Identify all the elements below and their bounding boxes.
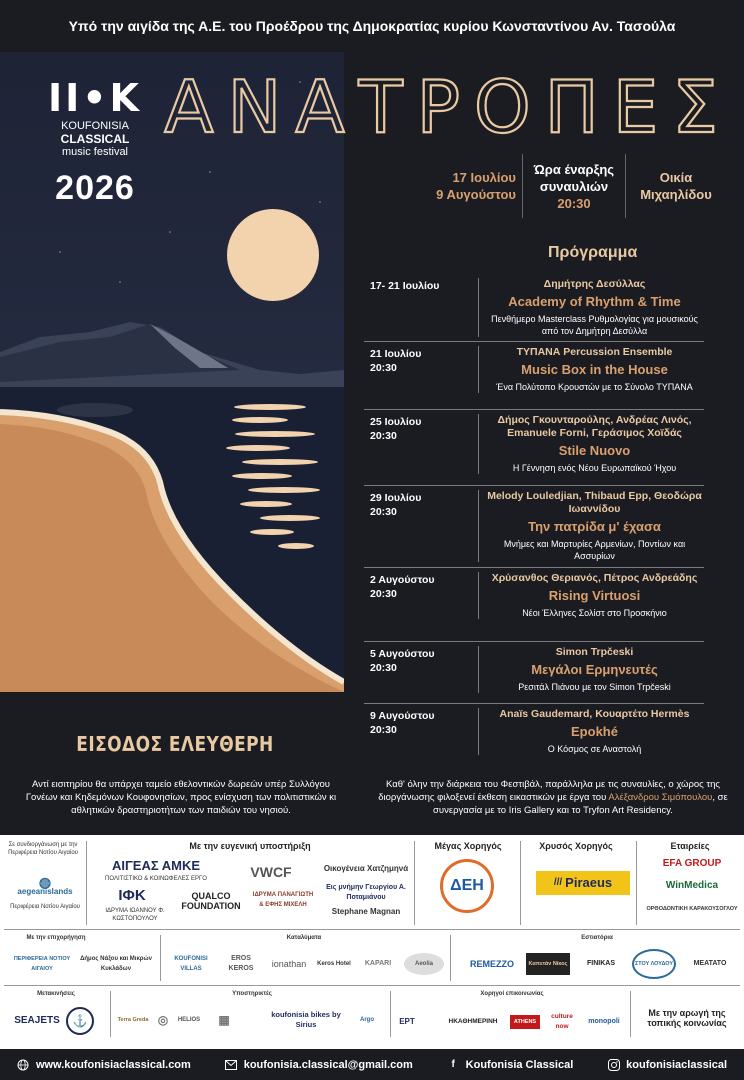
potamianos-logo: Εις μνήμην Γεωργίου Α. Ποταμιάνου [326, 884, 406, 901]
supporters-label: Υποστηρικτές [232, 991, 272, 997]
start-time-block [522, 154, 626, 218]
aegeanislands-logo: ◍ aegeanislands [17, 874, 73, 896]
event-date: 17- 21 Ιουλίου [370, 280, 440, 292]
instagram-icon [607, 1058, 620, 1071]
program-event [364, 410, 704, 486]
program-event [364, 642, 704, 704]
artist-name: Αλέξανδρου Σιμόπουλου [608, 792, 713, 803]
orthodontics-logo: ΟΡΘΟΔΟΝΤΙΚΗ ΚΑΡΑΚΟΥΣΟΓΛΟΥ [646, 906, 738, 912]
event-performer: Melody Louledjian, Thibaud Epp, Θεοδώρα Ιωαννίδου [487, 490, 702, 515]
start-date: 17 Ιουλίου [452, 170, 516, 185]
athens-logo: ATHENS [510, 1015, 540, 1029]
mail-icon [225, 1058, 238, 1071]
winmedica-logo: WinMedica [665, 880, 719, 891]
top-banner [0, 0, 744, 52]
program-event [364, 704, 704, 756]
footer [0, 1049, 744, 1080]
efa-logo: EFA GROUP [662, 858, 722, 869]
event-title: Μεγάλοι Ερμηνευτές [531, 662, 658, 677]
end-date: 9 Αυγούστου [436, 187, 516, 202]
event-date: 29 Ιουλίου 20:30 [370, 492, 422, 518]
gold-sponsor-label: Χρυσός Χορηγός [539, 841, 613, 851]
program-event [364, 342, 704, 410]
logo-line-2: CLASSICAL [60, 132, 130, 146]
event-body [478, 708, 704, 755]
event-date: 25 Ιουλίου 20:30 [370, 416, 422, 442]
title-text: ΑΝΑΤΡΟΠΕΣ [164, 65, 732, 149]
event-description: Ένα Πολύτοπο Κρουστών με το Σύνολο ΤΥΠΑΝΑ [496, 382, 693, 392]
restaurant-logo-1: REMEZZO [470, 959, 514, 969]
magnan-logo: Stephane Magnan [331, 907, 401, 916]
event-performer: Δήμος Γκουνταρούλης, Ανδρέας Λινός, Emanuele Forni, Γεράσιμος Χοϊδάς [497, 414, 692, 439]
event-description: Η Γέννηση ενός Νέου Ευρωπαϊκού Ήχου [512, 463, 677, 473]
event-description: Ρεσιτάλ Πιάνου με τον Simon Trpčeski [518, 682, 671, 692]
event-performer: Anaïs Gaudemard, Κουαρτέτο Hermès [499, 708, 690, 720]
logo-line-1: KOUFONISIA [61, 120, 129, 132]
event-title: Epokhé [571, 724, 618, 739]
event-title: Music Box in the House [521, 362, 668, 377]
anchor-icon: ⚓ [66, 1007, 94, 1035]
dimos-naxou-logo: Δήμος Νάξου και Μικρών Κυκλάδων [80, 956, 152, 972]
event-performer: ΤΥΠΑΝΑ Percussion Ensemble [516, 346, 673, 358]
event-body [478, 414, 704, 474]
culturenow-logo: culture now [551, 1013, 573, 1030]
partners-label: Εταιρείες [670, 841, 710, 851]
kathimerini-logo: ΗΚΑΘΗΜΕΡΙΝΗ [448, 1018, 498, 1025]
michelis-logo: ΙΔΡΥΜΑ ΠΑΝΑΓΙΩΤΗ & ΕΦΗΣ ΜΙΧΕΛΗ [252, 892, 314, 908]
festival-info [430, 154, 730, 218]
transport-label: Μετακινήσεις [37, 991, 75, 997]
supporter-logo-1: Terra Greda [117, 1017, 149, 1023]
hotel-logo-6: Aeolia [404, 953, 444, 975]
deh-logo: ΔΕΗ [440, 859, 494, 913]
event-body [478, 646, 704, 693]
event-date: 5 Αυγούστου 20:30 [370, 648, 435, 674]
restaurant-logo-5: ΜΕΑΤΑΤΟ [693, 960, 727, 967]
hotel-logo-4: Keros Hotel [317, 961, 351, 967]
community-support: Με την αρωγή της τοπικής κοινωνίας [647, 1008, 727, 1028]
peripheria-logo: ΠΕΡΙΦΕΡΕΙΑ ΝΟΤΙΟΥ ΑΙΓΑΙΟΥ [13, 956, 71, 972]
event-performer: Δημήτρης Δεσύλλας [543, 278, 646, 290]
free-entry: ΕΙΣΟΔΟΣ ΕΛΕΥΘΕΡΗ [76, 732, 274, 756]
ert-logo: ΕΡΤ [399, 1017, 415, 1026]
program-event [364, 568, 704, 642]
festival-year: 2026 [55, 169, 135, 207]
festival-dates [430, 154, 522, 218]
event-performer: Simon Trpčeski [555, 646, 634, 658]
event-title: Rising Virtuosi [548, 588, 641, 603]
event-body [478, 572, 704, 619]
hotel-logo-2: EROS KEROS [228, 955, 254, 972]
banner-text: Υπό την αιγίδα της Α.Ε. του Προέδρου της Δημοκρατίας κυρίου Κωνσταντίνου Αν. Τασούλα [68, 18, 676, 34]
program-event [364, 274, 704, 342]
event-body [478, 278, 704, 337]
cooperation-label: Με την επιχορήγηση [26, 935, 86, 941]
event-description: Νέοι Έλληνες Σολίστ στο Προσκήνιο [522, 608, 667, 618]
start-time-label-1: Ώρα έναρξης [533, 161, 615, 177]
donation-note: Αντί εισιτηρίου θα υπάρχει ταμείο εθελοντικών δωρεών υπέρ Συλλόγου Γονέων και Κηδεμόνων Κουφονησίων, προς ενίσχυση των πολιτιστικών κι αθλητικών δραστηριοτήτων των παιδιών του νησιού. [25, 779, 337, 816]
event-date: 21 Ιουλίου 20:30 [370, 348, 422, 374]
logo-mark: II•K [47, 76, 142, 120]
restaurant-logo-2: Καπετάν Νίκος [526, 953, 570, 975]
event-description: Πενθήμερο Masterclass Ρυθμολογίας για μουσικούς από τον Δημήτρη Δεσύλλα [491, 314, 698, 336]
event-date: 9 Αυγούστου 20:30 [370, 710, 435, 736]
event-body [478, 490, 704, 562]
sponsors-section: Σε συνδιοργάνωση με την Περιφέρεια Νοτίου Αιγαίου ◍ aegeanislands Περιφέρεια Νοτίου Αιγαίου Με την ευγενική υποστήριξη ΑΙΓΕΑΣ ΑΜΚΕ ΠΟΛΙΤΙΣΤΙΚΟ & ΚΟΙΝΩΦΕΛΕΣ ΕΡΓΟ VWCF Οικογένεια Χατζημηνά ΙΦΚ ΙΔΡΥΜΑ ΙΩΑΝΝΟΥ Φ. ΚΩΣΤΟΠΟΥΛΟΥ QUALCO FOUNDATION ΙΔΡΥΜΑ ΠΑΝΑΓΙΩΤΗ & ΕΦΗΣ ΜΙΧΕΛΗ Εις μνήμην Γεωργίου Α. Ποταμιάνου Stephane Magnan Μέγας Χορηγός ΔΕΗ Χρυσός Χορηγός /// Piraeus Εταιρείες EFA GROUP WinMedica ΟΡΘΟΔΟΝΤΙΚΗ ΚΑΡΑΚΟΥΣΟΓΛΟΥ Με την επιχορήγηση ΠΕΡΙΦΕΡΕΙΑ ΝΟΤΙΟΥ ΑΙΓΑΙΟΥ Δήμος Νάξου και Μικρών Κυκλάδων Καταλύματα KOUFONISI VILLAS EROS KEROS ionathan Keros Hotel KAPARI Aeolia Εστιατόρια REMEZZO Καπετάν Νίκος FINIKAS ΣΤΟΥ ΛΟΥΔΟΥ ΜΕΑΤΑΤΟ Μετακινήσεις SEAJETS ⚓ Υποστηρικτές Terra Greda ◎ HELIOS ▦ koufonisia bikes by Sirius Argo Χορηγοί επικοινωνίας ΕΡΤ ΗΚΑΘΗΜΕΡΙΝΗ ATHENS culture now monopoli Με την αρωγή της τοπικής κοινωνίας [0, 835, 744, 1049]
support-label: Με την ευγενική υποστήριξη [189, 841, 311, 851]
program-title: Πρόγραμμα [548, 244, 638, 261]
program-event [364, 486, 704, 568]
logo-line-3: music festival [61, 146, 129, 158]
moon [227, 209, 319, 301]
footer-email[interactable]: koufonisia.classical@gmail.com [225, 1058, 413, 1071]
seajets-logo: SEAJETS [14, 1015, 60, 1026]
supporter-logo-2: ◎ [157, 1013, 169, 1027]
restaurant-logo-4: ΣΤΟΥ ΛΟΥΔΟΥ [632, 949, 676, 979]
event-performer: Χρύσανθος Θεριανός, Πέτρος Ανδρεάδης [491, 572, 698, 584]
exhibition-note: Καθ' όλην την διάρκεια του Φεστιβάλ, παράλληλα με τις συναυλίες, ο χώρος της διοργάνωσης φιλοξενεί έκθεση εικαστικών με έργα του Αλέξανδρου Σιμόπουλου, σε συνεργασία με το Iris Gallery και το Tryfon Art Residency. [378, 779, 728, 816]
piraeus-logo: /// Piraeus [536, 871, 630, 895]
grand-sponsor-label: Μέγας Χορηγός [434, 841, 502, 851]
restaurant-logo-3: FINIKAS [587, 960, 615, 967]
footer-instagram[interactable]: koufonisiaclassical [607, 1058, 727, 1071]
event-body [478, 346, 704, 393]
festival-title [158, 62, 738, 152]
supporter-logo-3: HELIOS [177, 1017, 201, 1023]
restaurants-label: Εστιατόρια [581, 935, 613, 941]
hotel-logo-5: KAPARI [364, 960, 392, 967]
start-time: 20:30 [557, 195, 591, 211]
hotel-logo-3: ionathan [271, 959, 307, 969]
supporter-logo-6: Argo [360, 1017, 374, 1023]
event-description: Μνήμες και Μαρτυρίες Αρμενίων, Ποντίων και Ασσυρίων [503, 539, 686, 561]
start-time-label-2: συναυλιών [539, 178, 609, 194]
footer-facebook[interactable]: f Koufonisia Classical [447, 1058, 574, 1071]
hatzimina-logo: Οικογένεια Χατζημηνά [323, 864, 409, 873]
event-date: 2 Αυγούστου 20:30 [370, 574, 435, 600]
footer-website[interactable]: www.koufonisiaclassical.com [17, 1058, 191, 1071]
program-list [364, 274, 704, 756]
coorg-label: Σε συνδιοργάνωση με την Περιφέρεια Νοτίου Αιγαίου [8, 842, 78, 856]
media-label: Χορηγοί επικοινωνίας [480, 991, 544, 997]
festival-logo [40, 76, 150, 208]
hotel-logo-1: KOUFONISI VILLAS [174, 956, 208, 972]
globe-icon [17, 1058, 30, 1071]
event-title: Academy of Rhythm & Time [508, 294, 681, 309]
supporter-logo-4: ▦ [218, 1013, 230, 1027]
supporter-logo-5: koufonisia bikes by Sirius [271, 1010, 341, 1029]
venue-line-1: Οικία [659, 170, 693, 185]
aigeas-logo: ΑΙΓΕΑΣ ΑΜΚΕ [111, 858, 201, 873]
event-title: Την πατρίδα μ' έχασα [528, 519, 661, 534]
monopoli-logo: monopoli [588, 1018, 620, 1025]
qualco-logo: QUALCO FOUNDATION [181, 891, 241, 911]
facebook-icon: f [451, 1059, 455, 1070]
ifk-logo: ΙΦΚ [118, 887, 146, 904]
hotels-label: Καταλύματα [286, 935, 322, 941]
venue-block [626, 154, 726, 218]
venue-line-2: Μιχαηλίδου [640, 187, 712, 202]
event-description: Ο Κόσμος σε Αναστολή [547, 744, 642, 754]
vwcf-logo: VWCF [250, 864, 292, 880]
event-title: Stile Nuovo [558, 443, 631, 458]
